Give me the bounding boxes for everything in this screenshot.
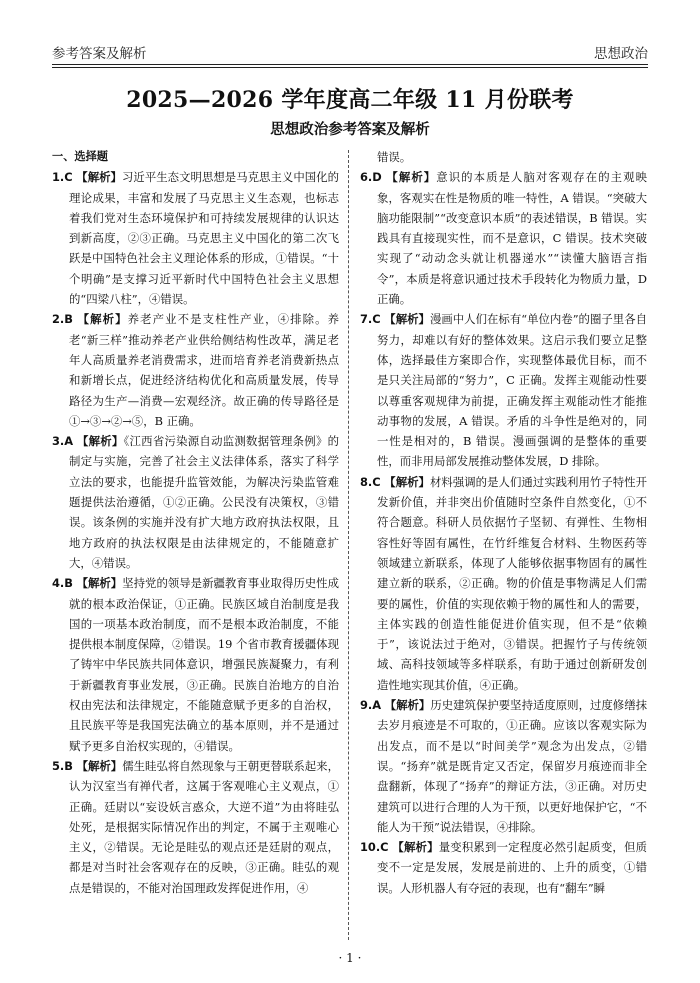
right-column [360, 147, 647, 898]
header-rule-thick [52, 64, 648, 65]
left-column [52, 147, 339, 898]
running-header [52, 42, 648, 64]
column-divider [348, 150, 349, 940]
continued-text: 错误。 [377, 150, 412, 164]
header-rule-thin [52, 67, 648, 68]
page-title: 2025—2026 学年度高二年级 11 月份联考 [126, 87, 574, 113]
page-number: · 1 · [338, 951, 362, 965]
answer-item: 9.A 【解析】历史建筑保护要坚持适度原则，过度修缮抹去岁月痕迹是不可取的，①正确。应该以客观实际为出发点，而不是以“时间美学”观念为出发点，②错误。“扬弃”就是既肯定又否定，保留岁月痕迹而非全盘翻新，体现了“扬弃”的辩证方法，③正确。对历史建筑可以进行合理的人为干预，以更好地保护它，“不能人为干预”说法错误，④排除。 [360, 698, 647, 834]
answer-item: 6.D 【解析】意识的本质是人脑对客观存在的主观映象，客观实在性是物质的唯一特性，A 错误。“突破大脑功能限制”“改变意识本质”的表述错误，B 错误。实践具有直接现实性，而不是意识，C 错误。技术突破实现了“动动念头就让机器递水”“读懂大脑语言指令”，本质是将意识通过技术手段转化为物质力量，D 正确。 [360, 170, 647, 307]
answer-item: 1.C 【解析】习近平生态文明思想是马克思主义中国化的理论成果，丰富和发展了马克思主义生态观，也标志着我们党对生态环境保护和可持续发展规律的认识达到新高度，②③正确。马克思主义中国化的第二次飞跃是中国特色社会主义理论体系的形成，①错误。“十个明确”是支撑习近平新时代中国特色社会主义思想的“四梁八柱”，④错误。 [52, 170, 339, 307]
answer-item: 8.C 【解析】材料强调的是人们通过实践利用竹子特性开发新价值，并非突出价值随时空条件自然变化，①不符合题意。科研人员依据竹子坚韧、有弹性、生物相容性好等固有属性，在竹纤维复合材料、生物医药等领域建立新联系，体现了人能够依据事物固有的属性建立新的联系，②正确。物的价值是事物满足人们需要的属性，价值的实现依赖于物的属性和人的需要，主体实践的创造性能促进价值实现，但不是“依赖于”，该说法过于绝对，③错误。把握竹子与传统领域、高科技领域等多样联系，有助于通过创新研发创造性地实现其价值，④正确。 [360, 474, 647, 692]
answer-item: 7.C 【解析】漫画中人们在标有“单位内卷”的圈子里各自努力，却难以有好的整体效果。这启示我们要立足整体，选择最佳方案即合作，实现整体最优目标，而不是只关注局部的“努力”，C 正确。发挥主观能动性要以尊重客观规律为前提，正确发挥主观能动性才能推动事物的发展，A 错误。矛盾的斗争性是绝对的，同一性是相对的，B 错误。漫画强调的是整体的重要性，而非用局部发展推动整体发展，D 排除。 [360, 312, 647, 469]
header-left: 参考答案及解析 [52, 46, 147, 62]
answer-item: 2.B 【解析】养老产业不是支柱性产业，④排除。养老“新三样”推动养老产业供给侧结构性改革，满足老年人高质量养老消费需求，进而培育养老消费新热点和新增长点，促进经济结构优化和高质量发展，传导路径为生产—消费—宏观经济。故正确的传导路径是①→③→②→⑤，B 正确。 [52, 312, 339, 428]
answer-item: 5.B 【解析】儒生眭弘将自然现象与王朝更替联系起来，认为汉室当有禅代者，这属于客观唯心主义观点，①正确。廷尉以“妄设妖言惑众，大逆不道”为由将眭弘处死，是根据实际情况作出的判定，不属于主观唯心主义，②错误。无论是眭弘的观点还是廷尉的观点，都是对当时社会客观存在的反映，③正确。眭弘的观点是错误的，不能对治国理政发挥促进作用，④ [52, 758, 339, 895]
page-subtitle: 思想政治参考答案及解析 [270, 122, 430, 138]
section-heading: 一、选择题 [52, 150, 108, 163]
header-right: 思想政治 [594, 46, 648, 62]
answer-item: 10.C 【解析】量变积累到一定程度必然引起质变，但质变不一定是发展，发展是前进的、上升的质变，①错误。人形机器人有夺冠的表现，也有“翻车”瞬 [360, 840, 647, 895]
answer-item: 3.A 【解析】《江西省污染源自动监测数据管理条例》的制定与实施，完善了社会主义法律体系，落实了科学立法的要求，也能提升监管效能，为解决污染监管难题提供法治遵循，①②正确。公民没有决策权，③错误。该条例的实施并没有扩大地方政府执法权限，且地方政府的执法权限是由法律规定的，不能随意扩大，④错误。 [52, 434, 339, 570]
answer-item: 4.B 【解析】坚持党的领导是新疆教育事业取得历史性成就的根本政治保证，①正确。民族区域自治制度是我国的一项基本政治制度，而不是根本政治制度，不能提供根本制度保障，②错误。19 个省市教育援疆体现了铸牢中华民族共同体意识，增强民族凝聚力，有利于新疆教育事业发展，③正确。民族自治地方的自治权由宪法和法律规定，不能随意赋予更多的自治权，且民族平等是我国宪法确立的基本原则，并不是通过赋予更多自治权实现的，④错误。 [52, 576, 339, 753]
